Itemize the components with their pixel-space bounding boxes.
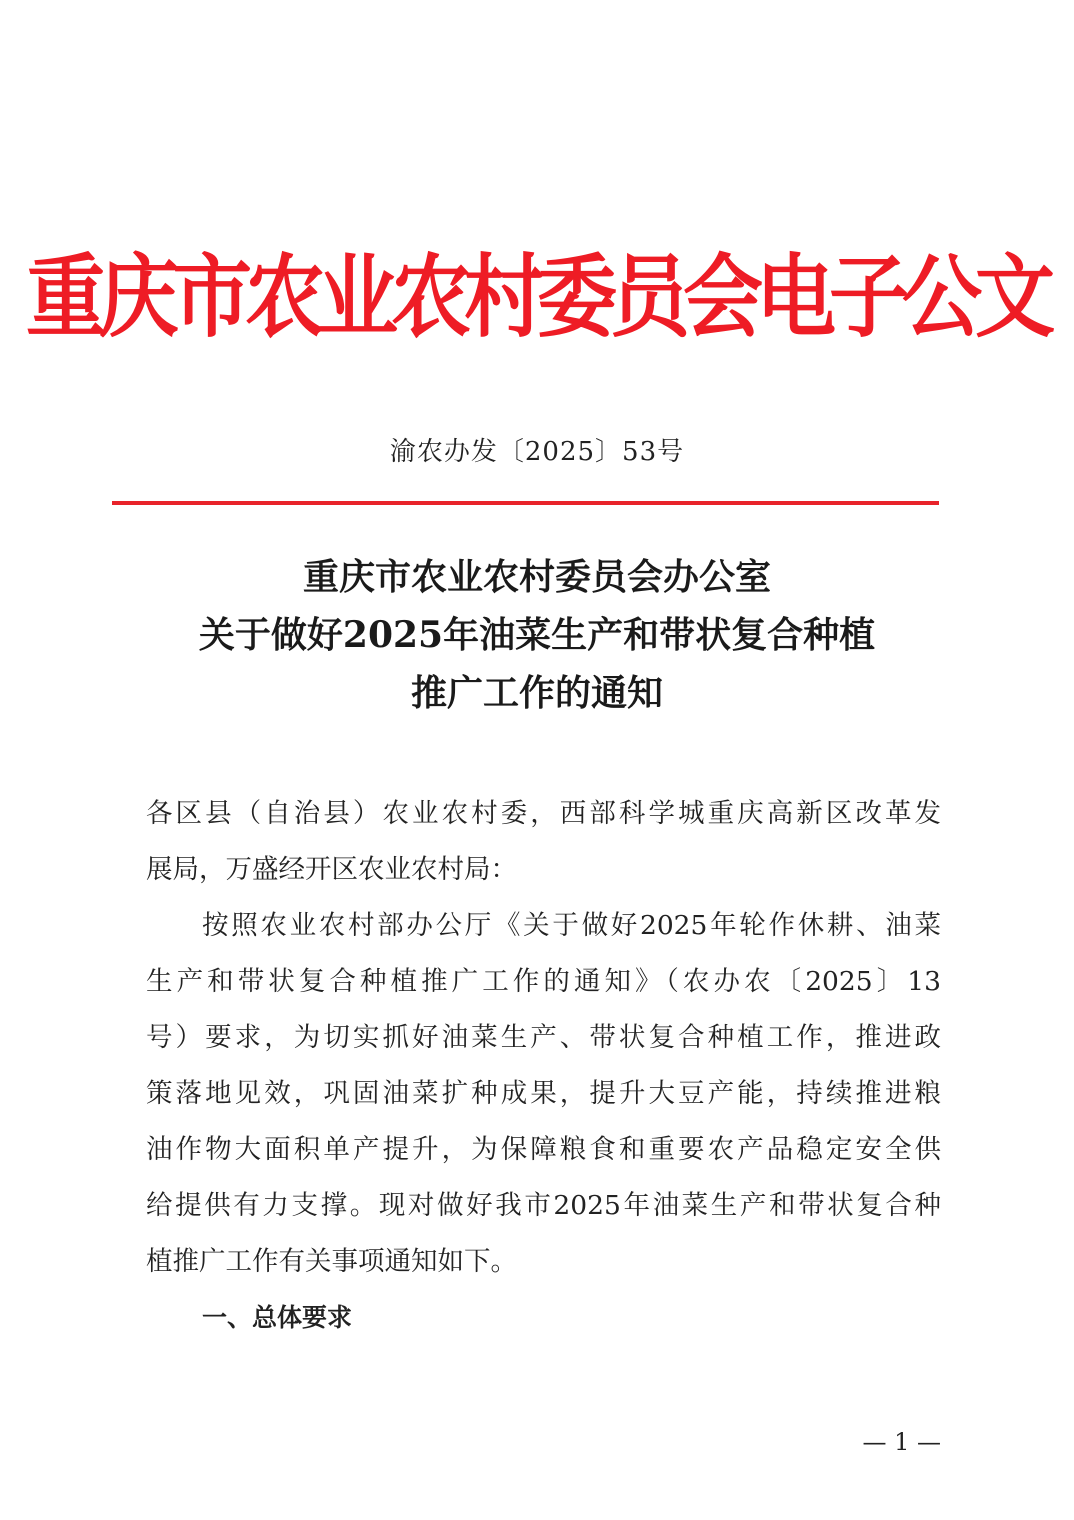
paragraph-line: 号）要求，为切实抓好油菜生产、带状复合种植工作，推进政: [146, 1022, 941, 1053]
paragraph-line: 给提供有力支撑。现对做好我市2025年油菜生产和带状复合种: [146, 1190, 941, 1221]
title-line: 推广工作的通知: [410, 672, 663, 714]
document-title: [0, 548, 1074, 722]
paragraph-line: 植推广工作有关事项通知如下。: [146, 1246, 517, 1277]
section-heading: 一、总体要求: [202, 1303, 353, 1332]
document-number: 渝农办发〔2025〕53号: [389, 437, 685, 467]
red-divider-line: [112, 501, 939, 505]
paragraph-line: 策落地见效，巩固油菜扩种成果，提升大豆产能，持续推进粮: [146, 1078, 941, 1109]
title-line: 关于做好2025年油菜生产和带状复合种植: [198, 614, 876, 656]
salutation-line: 各区县（自治县）农业农村委，西部科学城重庆高新区改革发: [146, 798, 941, 829]
document-body: [146, 786, 941, 1346]
paragraph-line: 生产和带状复合种植推广工作的通知》（农办农〔2025〕13: [146, 966, 941, 997]
masthead-title: 重庆市农业农村委员会电子公文: [26, 244, 1048, 350]
salutation-line: 展局，万盛经开区农业农村局：: [146, 854, 517, 885]
paragraph-line: 按照农业农村部办公厅《关于做好2025年轮作休耕、油菜: [202, 910, 941, 941]
paragraph-line: 油作物大面积单产提升，为保障粮食和重要农产品稳定安全供: [146, 1134, 941, 1165]
title-line: 重庆市农业农村委员会办公室: [302, 556, 771, 598]
page-number: — 1 —: [862, 1428, 941, 1456]
